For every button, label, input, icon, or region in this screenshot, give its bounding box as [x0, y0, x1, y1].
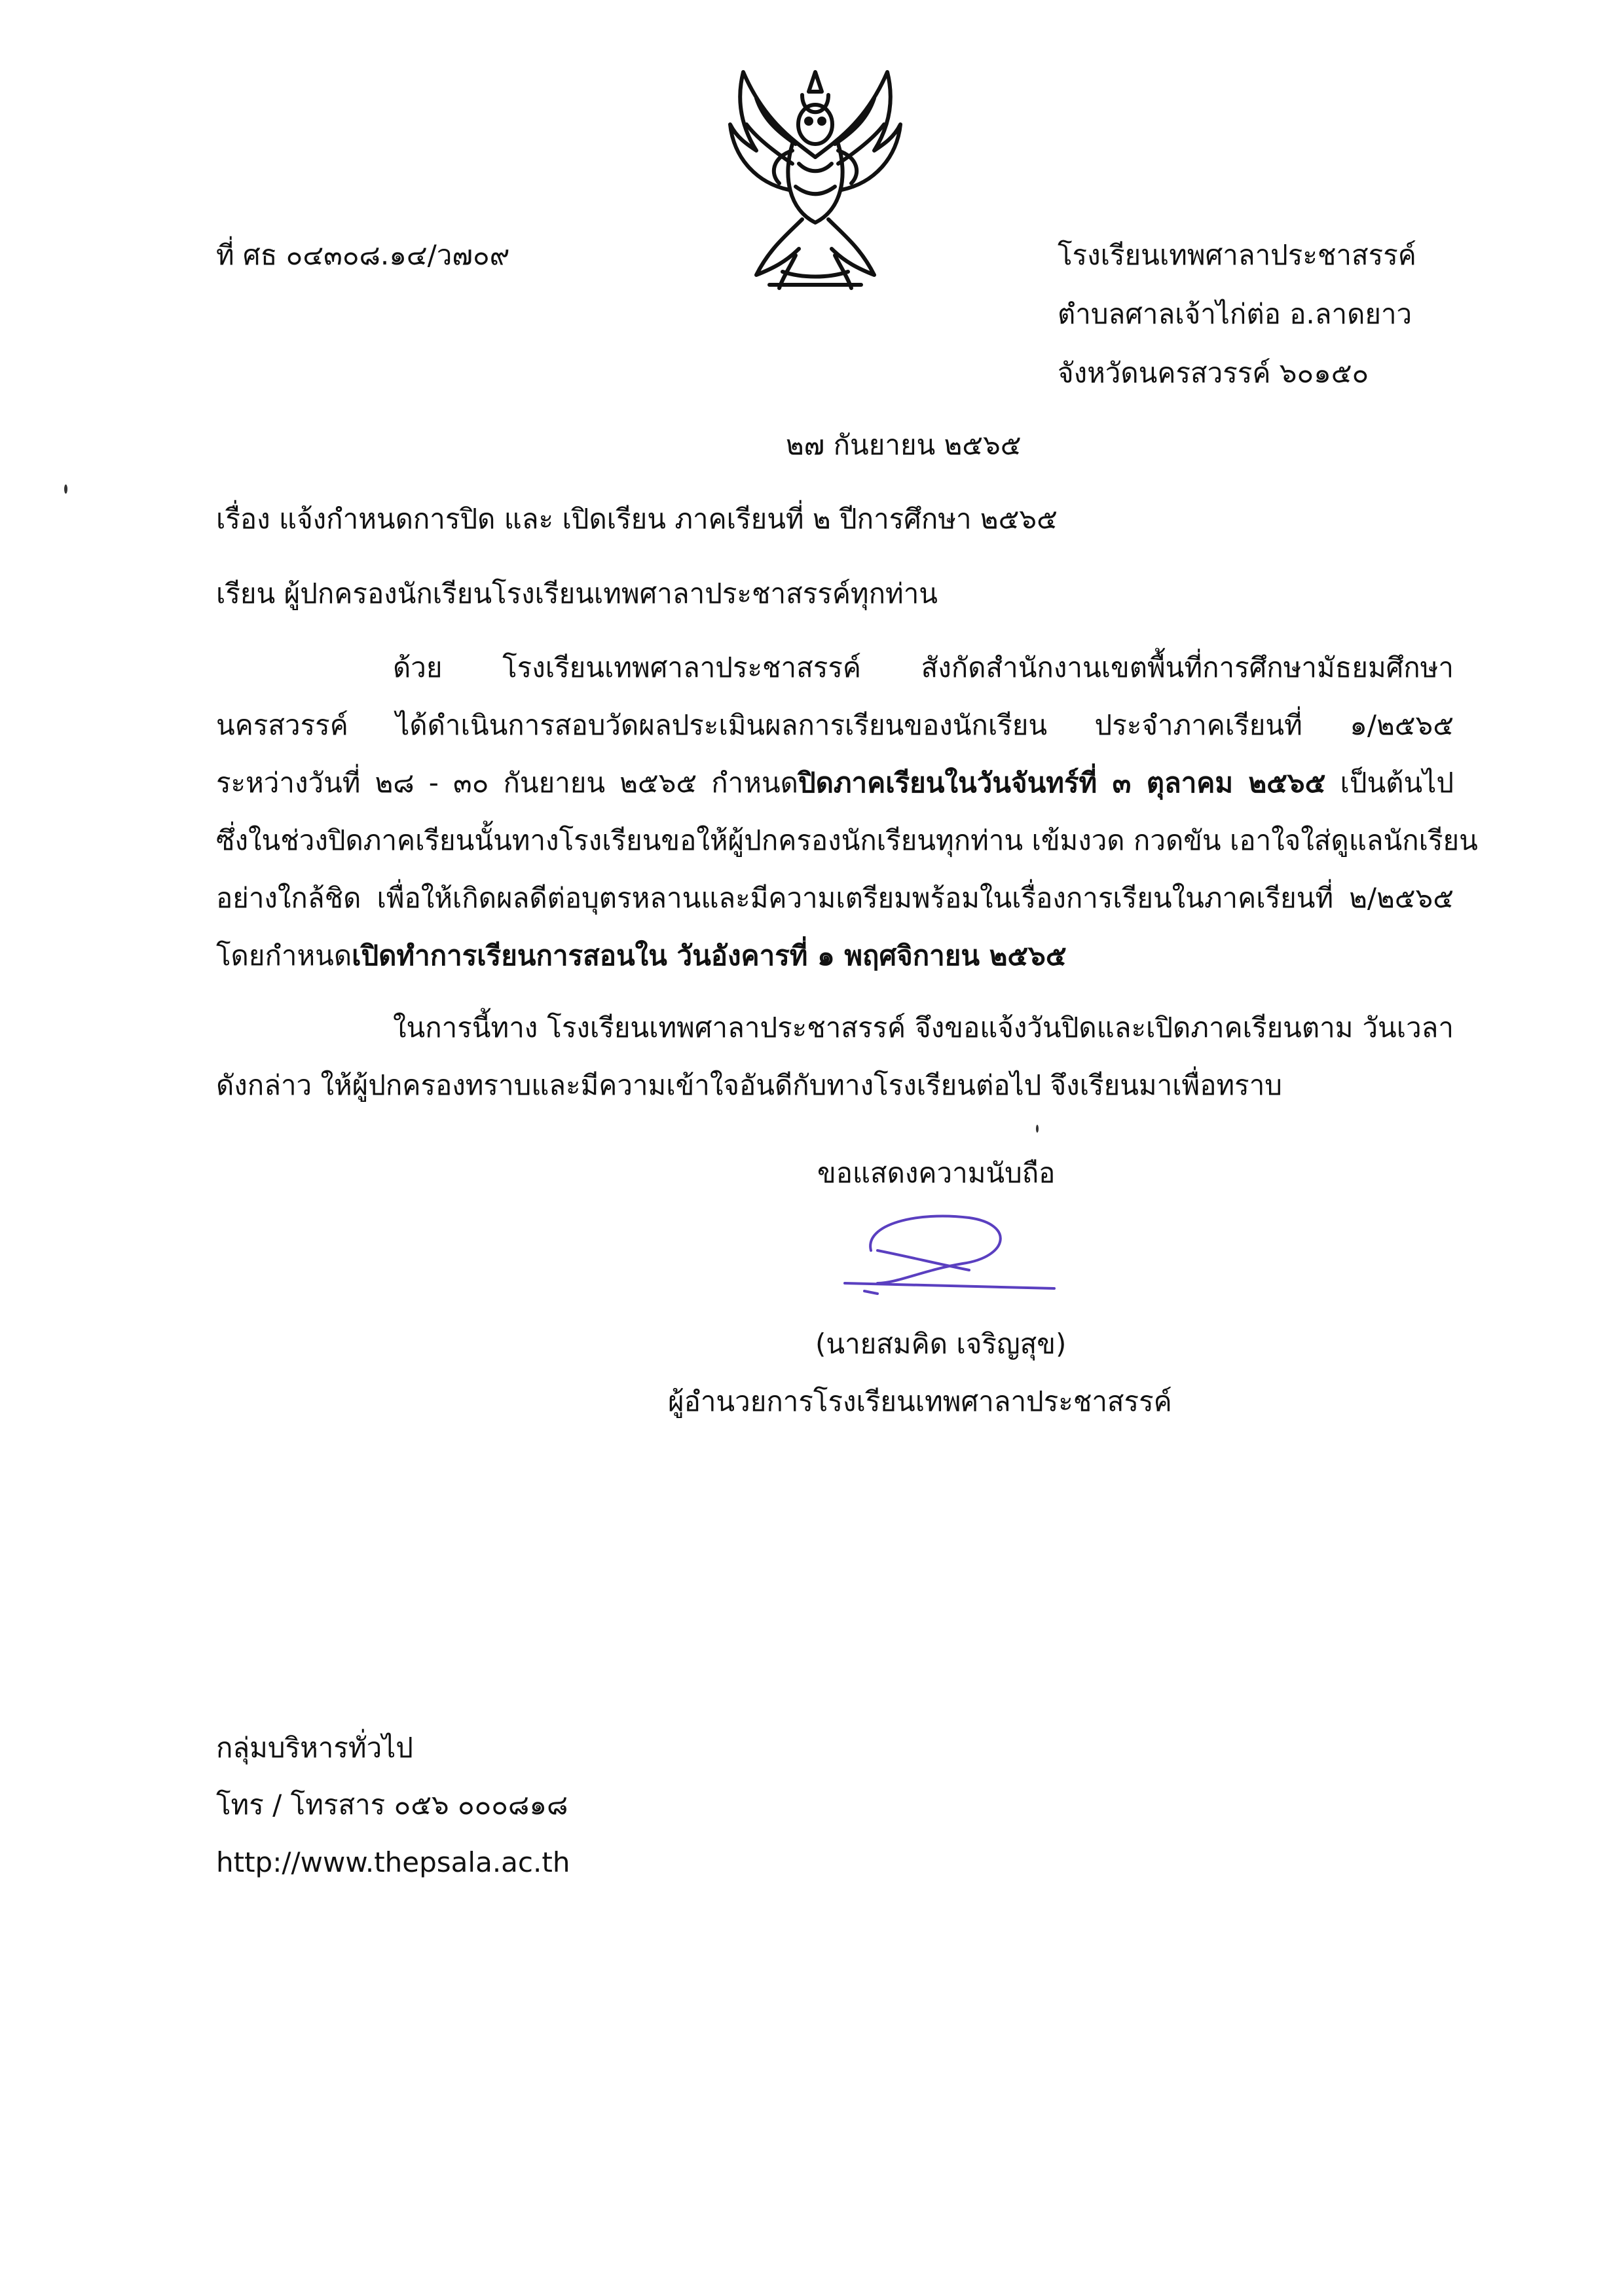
- paragraph-1-line-6: [216, 936, 1454, 975]
- footer-website: http://www.thepsala.ac.th: [216, 1846, 570, 1878]
- signatory-position: ผู้อำนวยการโรงเรียนเทพศาลาประชาสรรค์: [668, 1385, 1172, 1417]
- closing-date-emphasis: ปิดภาคเรียนในวันจันทร์ที่ ๓ ตุลาคม ๒๕๖๕: [798, 767, 1326, 799]
- scan-speck: [1036, 1125, 1039, 1133]
- address-line: จังหวัดนครสวรรค์ ๖๐๑๕๐: [1058, 357, 1369, 389]
- paragraph-1-line-1: ด้วย โรงเรียนเทพศาลาประชาสรรค์ สังกัดสำนักงานเขตพื้นที่การศึกษามัธยมศึกษา: [393, 651, 1454, 683]
- opening-date-emphasis: เปิดทำการเรียนการสอนใน วันอังคารที่ ๑ พฤศจิกายน ๒๕๖๕: [352, 939, 1067, 972]
- footer-department: กลุ่มบริหารทั่วไป: [216, 1732, 413, 1764]
- address-line: ตำบลศาลเจ้าไก่ต่อ อ.ลาดยาว: [1058, 298, 1412, 330]
- text-segment: ระหว่างวันที่ ๒๘ - ๓๐ กันยายน ๒๕๖๕ กำหนด: [216, 767, 798, 799]
- footer-phone-fax: โทร / โทรสาร ๐๕๖ ๐๐๐๘๑๘: [216, 1789, 568, 1821]
- closing-phrase: ขอแสดงความนับถือ: [817, 1157, 1056, 1189]
- text-segment: เป็นต้นไป: [1325, 767, 1454, 799]
- text-segment: โดยกำหนด: [216, 939, 352, 972]
- reference-number: ที่ ศธ ๐๔๓๐๘.๑๔/ว๗๐๙: [216, 239, 510, 271]
- signatory-name: (นายสมคิด เจริญสุข): [815, 1328, 1067, 1360]
- letter-date: ๒๗ กันยายน ๒๕๖๕: [786, 429, 1022, 461]
- paragraph-2-line-1: ในการนี้ทาง โรงเรียนเทพศาลาประชาสรรค์ จึงขอแจ้งวันปิดและเปิดภาคเรียนตาม วันเวลา: [393, 1011, 1454, 1044]
- paragraph-1-line-5: อย่างใกล้ชิด เพื่อให้เกิดผลดีต่อบุตรหลานและมีความเตรียมพร้อมในเรื่องการเรียนในภาคเรียนที่ ๒/๒๕๖๕: [216, 882, 1454, 914]
- address-line: โรงเรียนเทพศาลาประชาสรรค์: [1058, 239, 1416, 271]
- paragraph-1-line-2: นครสวรรค์ ได้ดำเนินการสอบวัดผลประเมินผลการเรียนของนักเรียน ประจำภาคเรียนที่ ๑/๒๕๖๕: [216, 709, 1454, 741]
- school-address: [1058, 236, 1416, 412]
- paragraph-1-line-4: ซึ่งในช่วงปิดภาคเรียนนั้นทางโรงเรียนขอให้ผู้ปกครองนักเรียนทุกท่าน เข้มงวด กวดขัน เอาใจใส่ดูแลนักเรียน: [216, 824, 1478, 856]
- subject-line: เรื่อง แจ้งกำหนดการปิด และ เปิดเรียน ภาคเรียนที่ ๒ ปีการศึกษา ๒๕๖๕: [216, 503, 1058, 535]
- garuda-emblem-icon: [717, 59, 913, 295]
- scan-speck: [64, 484, 67, 494]
- paragraph-2-line-2: ดังกล่าว ให้ผู้ปกครองทราบและมีความเข้าใจอันดีกับทางโรงเรียนต่อไป จึงเรียนมาเพื่อทราบ: [216, 1069, 1282, 1101]
- recipient-line: เรียน ผู้ปกครองนักเรียนโรงเรียนเทพศาลาประชาสรรค์ทุกท่าน: [216, 577, 938, 610]
- signature: [838, 1211, 1061, 1303]
- paragraph-1-line-3: [216, 763, 1454, 803]
